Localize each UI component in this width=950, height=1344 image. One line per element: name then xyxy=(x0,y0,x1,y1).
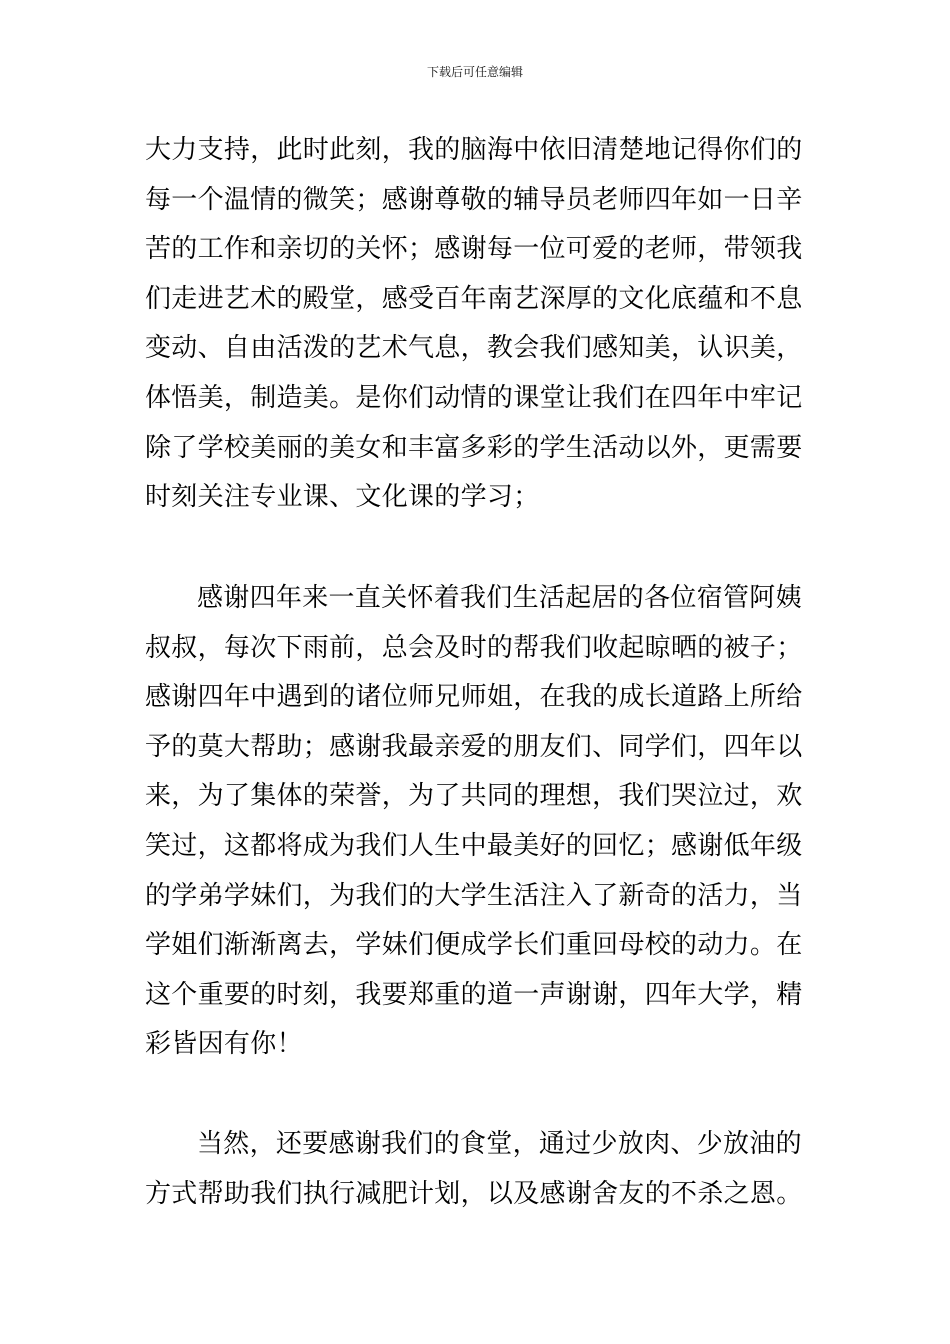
text-line: 大力支持，此时此刻，我的脑海中依旧清楚地记得你们的 xyxy=(145,135,803,165)
text-line: 彩皆因有你！ xyxy=(145,1029,303,1060)
text-line: 当然，还要感谢我们的食堂，通过少放肉、少放油的 xyxy=(197,1129,802,1159)
text-line: 笑过，这都将成为我们人生中最美好的回忆；感谢低年级 xyxy=(145,830,803,861)
text-line: 予的莫大帮助；感谢我最亲爱的朋友们、同学们，四年以 xyxy=(145,731,803,762)
text-line: 感谢四年中遇到的诸位师兄师姐，在我的成长道路上所给 xyxy=(145,682,803,713)
text-line: 体悟美，制造美。是你们动情的课堂让我们在四年中牢记 xyxy=(145,382,803,413)
paragraph-1 xyxy=(145,126,807,523)
text-line: 这个重要的时刻，我要郑重的道一声谢谢，四年大学，精 xyxy=(145,979,803,1010)
text-line: 时刻关注专业课、文化课的学习； xyxy=(145,482,540,513)
paragraph-2 xyxy=(145,574,807,1070)
text-line: 每一个温情的微笑；感谢尊敬的辅导员老师四年如一日辛 xyxy=(145,184,803,215)
text-line: 变动、自由活泼的艺术气息，教会我们感知美，认识美， xyxy=(145,333,803,364)
text-line: 的学弟学妹们，为我们的大学生活注入了新奇的活力，当 xyxy=(145,880,803,911)
text-line: 学姐们渐渐离去，学妹们便成学长们重回母校的动力。在 xyxy=(145,930,803,961)
paragraph-3 xyxy=(145,1120,807,1219)
text-line: 来，为了集体的荣誉，为了共同的理想，我们哭泣过，欢 xyxy=(145,781,803,812)
text-line: 叔叔，每次下雨前，总会及时的帮我们收起晾晒的被子； xyxy=(145,632,803,663)
text-line: 们走进艺术的殿堂，感受百年南艺深厚的文化底蕴和不息 xyxy=(145,283,803,314)
page-header: 下载后可任意编辑 xyxy=(426,65,523,79)
text-line: 苦的工作和亲切的关怀；感谢每一位可爱的老师，带领我 xyxy=(145,234,803,265)
text-line: 方式帮助我们执行减肥计划，以及感谢舍友的不杀之恩。 xyxy=(145,1178,803,1209)
text-line: 除了学校美丽的美女和丰富多彩的学生活动以外，更需要 xyxy=(145,432,803,463)
text-line: 感谢四年来一直关怀着我们生活起居的各位宿管阿姨 xyxy=(197,583,802,613)
